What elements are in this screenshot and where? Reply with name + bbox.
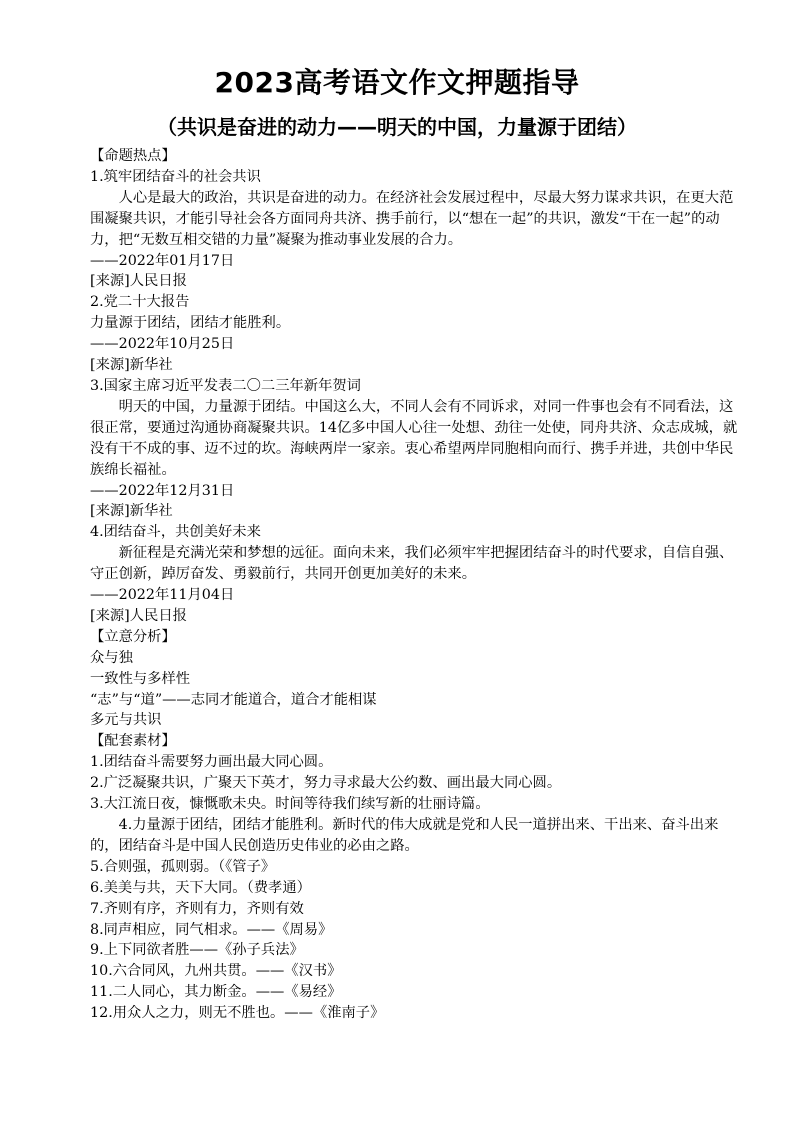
paragraph: 11.二人同心，其力断金。——《易经》	[90, 984, 342, 1001]
paragraph: 力量源于团结，团结才能胜利。	[90, 315, 291, 332]
paragraph: 众与独	[90, 649, 133, 666]
paragraph: ——2022年01月17日	[90, 252, 235, 269]
paragraph: 一致性与多样性	[90, 670, 191, 687]
paragraph: 3.大江流日夜，慷慨歌未央。时间等待我们续写新的壮丽诗篇。	[90, 796, 490, 813]
paragraph: 1.筑牢团结奋斗的社会共识	[90, 168, 261, 185]
section-heading: 【配套素材】	[90, 733, 176, 750]
page-title: 2023高考语文作文押题指导	[214, 66, 580, 99]
paragraph: 多元与共识	[90, 712, 162, 729]
paragraph: 5.合则强，孤则弱。（《管子》	[90, 858, 276, 875]
paragraph: [来源]新华社	[90, 503, 173, 520]
paragraph: 3.国家主席习近平发表二〇二三年新年贺词	[90, 377, 361, 394]
paragraph: 12.用众人之力，则无不胜也。——《淮南子》	[90, 1005, 385, 1022]
document-body	[90, 146, 740, 1024]
paragraph: [来源]人民日报	[90, 273, 187, 290]
paragraph: “志”与“道”——志同才能道合，道合才能相谋	[90, 691, 377, 708]
paragraph: 7.齐则有序，齐则有力，齐则有效	[90, 900, 304, 917]
paragraph: 9.上下同欲者胜——《孙子兵法》	[90, 942, 304, 959]
paragraph: 4.团结奋斗，共创美好未来	[90, 524, 261, 541]
paragraph: ——2022年11月04日	[90, 587, 235, 604]
paragraph: ——2022年10月25日	[90, 336, 235, 353]
paragraph: 10.六合同风，九州共贯。——《汉书》	[90, 963, 342, 980]
paragraph: 4.力量源于团结，团结才能胜利。新时代的伟大成就是党和人民一道拼出来、干出来、奋斗出来的，团结奋斗是中国人民创造历史伟业的必由之路。	[90, 817, 719, 854]
section-heading: 【命题热点】	[90, 148, 176, 164]
paragraph: 2.党二十大报告	[90, 294, 190, 311]
paragraph: 1.团结奋斗需要努力画出最大同心圆。	[90, 754, 333, 771]
page-subtitle: （共识是奋进的动力——明天的中国，力量源于团结）	[157, 115, 637, 139]
paragraph: [来源]人民日报	[90, 607, 187, 624]
paragraph: 8.同声相应，同气相求。——《周易》	[90, 921, 333, 938]
section-heading: 【立意分析】	[90, 628, 176, 645]
paragraph: 新征程是充满光荣和梦想的远征。面向未来，我们必须牢牢把握团结奋斗的时代要求，自信自强、守正创新，踔厉奋发、勇毅前行，共同开创更加美好的未来。	[90, 545, 734, 583]
paragraph: 明天的中国，力量源于团结。中国这么大，不同人会有不同诉求，对同一件事也会有不同看法，这很正常，要通过沟通协商凝聚共识。14亿多中国人心往一处想、劲往一处使，同舟共济、众志成城，就没有干不成的事、迈不过的坎。海峡两岸一家亲。衷心希望两岸同胞相向而行、携手并进，共创中华民族绵长福祉。	[90, 398, 738, 478]
paragraph: 2.广泛凝聚共识，广聚天下英才，努力寻求最大公约数、画出最大同心圆。	[90, 775, 562, 792]
paragraph: [来源]新华社	[90, 357, 173, 374]
paragraph: 6.美美与共，天下大同。（费孝通）	[90, 879, 311, 896]
paragraph: ——2022年12月31日	[90, 482, 235, 499]
paragraph: 人心是最大的政治，共识是奋进的动力。在经济社会发展过程中，尽最大努力谋求共识，在更大范围凝聚共识，才能引导社会各方面同舟共济、携手前行，以“想在一起”的共识，激发“干在一起”的动力，把“无数互相交错的力量”凝聚为推动事业发展的合力。	[90, 189, 734, 248]
